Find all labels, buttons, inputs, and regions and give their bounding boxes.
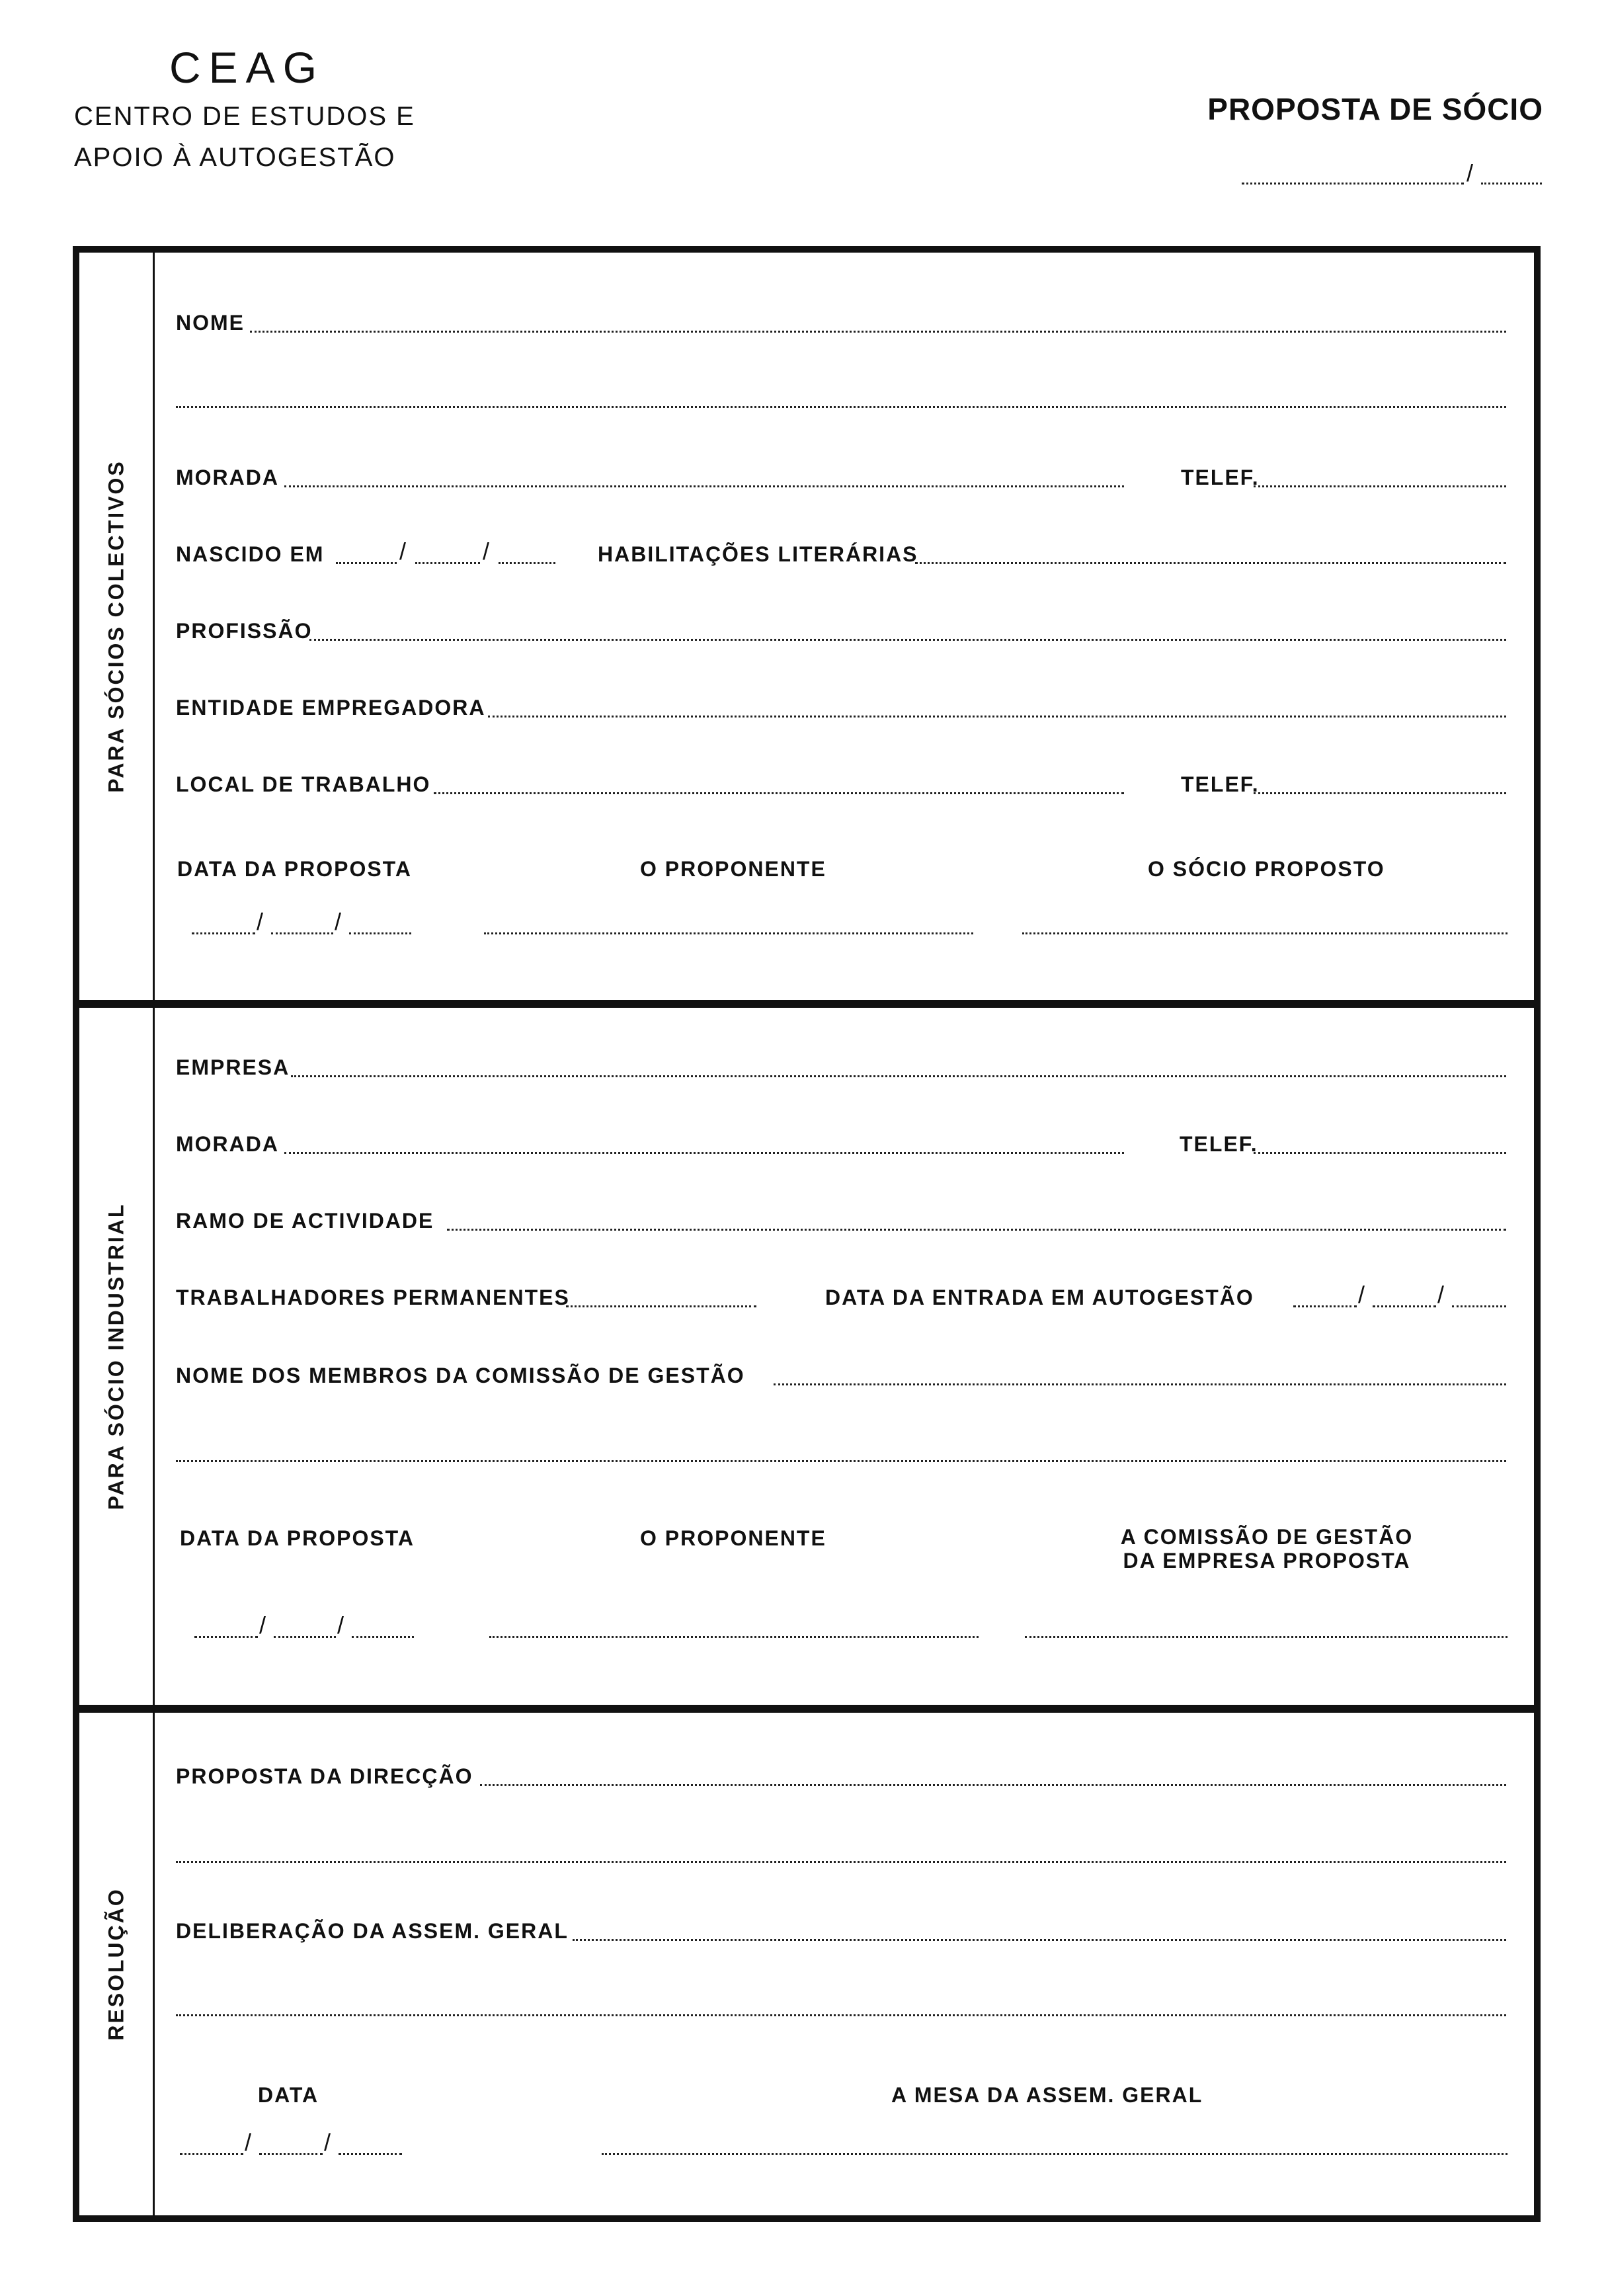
proposal-industrial-day-field[interactable] — [194, 1636, 258, 1638]
brand-subtitle-line1: CENTRO DE ESTUDOS E — [74, 102, 415, 131]
trabalhadores-field[interactable] — [566, 1305, 756, 1307]
entry-month-field[interactable] — [1373, 1305, 1436, 1307]
section-divider — [79, 1000, 1534, 1008]
document-title: PROPOSTA DE SÓCIO — [1207, 92, 1543, 126]
proposal-year-field[interactable] — [349, 932, 411, 934]
ramo-label: RAMO DE ACTIVIDADE — [176, 1209, 434, 1233]
brand-subtitle-line2: APOIO À AUTOGESTÃO — [74, 143, 396, 172]
section-spine — [79, 1008, 155, 1705]
section-spine — [79, 253, 155, 1000]
local-trabalho-field[interactable] — [434, 792, 1124, 794]
mesa-label: A MESA DA ASSEM. GERAL — [891, 2083, 1203, 2107]
membros-label: NOME DOS MEMBROS DA COMISSÃO DE GESTÃO — [176, 1364, 745, 1387]
nome-field-continued[interactable] — [176, 406, 1506, 408]
data-entrada-label: DATA DA ENTRADA EM AUTOGESTÃO — [825, 1286, 1254, 1309]
empresa-label: EMPRESA — [176, 1055, 290, 1079]
membros-field-continued[interactable] — [176, 1460, 1506, 1462]
morada-label: MORADA — [176, 466, 279, 489]
date-slash: / — [335, 908, 342, 935]
date-slash: / — [257, 908, 264, 935]
profissao-field[interactable] — [309, 639, 1506, 641]
proponente-signature-field[interactable] — [484, 932, 973, 934]
nome-label: NOME — [176, 311, 245, 335]
reference-slash: / — [1467, 159, 1474, 186]
habilitacoes-field[interactable] — [915, 562, 1506, 564]
morada-empresa-field[interactable] — [284, 1152, 1124, 1154]
reference-year-field[interactable] — [1481, 183, 1542, 184]
section-label-industrial: PARA SÓCIO INDUSTRIAL — [104, 1202, 128, 1510]
proponente-industrial-signature-field[interactable] — [489, 1636, 979, 1638]
proposta-direccao-field[interactable] — [480, 1784, 1506, 1786]
telef-label: TELEF. — [1181, 466, 1260, 489]
date-slash: / — [1437, 1281, 1445, 1308]
date-slash: / — [483, 538, 490, 565]
section-spine — [79, 1713, 155, 2215]
birth-month-field[interactable] — [415, 562, 480, 564]
proposal-industrial-year-field[interactable] — [352, 1636, 414, 1638]
socio-proposto-label: O SÓCIO PROPOSTO — [1148, 857, 1385, 881]
entidade-label: ENTIDADE EMPREGADORA — [176, 696, 486, 719]
mesa-signature-field[interactable] — [602, 2153, 1508, 2155]
telef-field[interactable] — [1254, 485, 1506, 487]
resolution-day-field[interactable] — [180, 2153, 243, 2155]
proposta-direccao-label: PROPOSTA DA DIRECÇÃO — [176, 1764, 473, 1788]
trabalhadores-label: TRABALHADORES PERMANENTES — [176, 1286, 570, 1309]
proposta-direccao-field-continued[interactable] — [176, 1861, 1506, 1863]
nome-field[interactable] — [250, 331, 1506, 333]
proposal-industrial-month-field[interactable] — [274, 1636, 336, 1638]
birth-year-field[interactable] — [499, 562, 555, 564]
membros-field[interactable] — [774, 1383, 1506, 1385]
empresa-field[interactable] — [291, 1075, 1506, 1077]
section-divider — [79, 1705, 1534, 1713]
proponente-label: O PROPONENTE — [640, 857, 826, 881]
data-proposta-label: DATA DA PROPOSTA — [177, 857, 412, 881]
comissao-label-line2: DA EMPRESA PROPOSTA — [1123, 1549, 1411, 1573]
entry-year-field[interactable] — [1452, 1305, 1506, 1307]
date-slash: / — [337, 1612, 344, 1639]
local-trabalho-label: LOCAL DE TRABALHO — [176, 772, 431, 796]
reference-number-field[interactable] — [1242, 183, 1464, 184]
birth-day-field[interactable] — [336, 562, 397, 564]
resolution-year-field[interactable] — [339, 2153, 402, 2155]
date-slash: / — [259, 1612, 266, 1639]
date-slash: / — [245, 2129, 252, 2156]
proposal-day-field[interactable] — [192, 932, 255, 934]
telef-trabalho-field[interactable] — [1254, 792, 1506, 794]
ramo-field[interactable] — [447, 1229, 1506, 1231]
deliberacao-field-continued[interactable] — [176, 2014, 1506, 2016]
telef-trabalho-label: TELEF. — [1181, 772, 1260, 796]
morada-empresa-label: MORADA — [176, 1132, 279, 1156]
socio-proposto-signature-field[interactable] — [1022, 932, 1508, 934]
comissao-signature-field[interactable] — [1025, 1636, 1508, 1638]
deliberacao-label: DELIBERAÇÃO DA ASSEM. GERAL — [176, 1919, 569, 1943]
proposal-month-field[interactable] — [271, 932, 333, 934]
habilitacoes-label: HABILITAÇÕES LITERÁRIAS — [598, 542, 918, 566]
comissao-label-line1: A COMISSÃO DE GESTÃO — [1120, 1525, 1414, 1549]
nascido-label: NASCIDO EM — [176, 542, 325, 566]
telef-empresa-field[interactable] — [1254, 1152, 1506, 1154]
resolution-month-field[interactable] — [259, 2153, 323, 2155]
section-socio-industrial — [79, 1008, 1534, 1705]
deliberacao-field[interactable] — [573, 1939, 1506, 1941]
entry-day-field[interactable] — [1293, 1305, 1357, 1307]
data-proposta-industrial-label: DATA DA PROPOSTA — [180, 1526, 415, 1550]
brand-name: CEAG — [169, 43, 325, 92]
entidade-field[interactable] — [488, 716, 1506, 718]
date-slash: / — [399, 538, 407, 565]
date-slash: / — [1358, 1281, 1365, 1308]
proponente-industrial-label: O PROPONENTE — [640, 1526, 826, 1550]
telef-empresa-label: TELEF. — [1180, 1132, 1258, 1156]
morada-field[interactable] — [284, 485, 1124, 487]
profissao-label: PROFISSÃO — [176, 619, 313, 643]
section-label-colectivos: PARA SÓCIOS COLECTIVOS — [104, 460, 128, 793]
data-resolucao-label: DATA — [258, 2083, 319, 2107]
section-resolucao — [79, 1713, 1534, 2215]
date-slash: / — [324, 2129, 331, 2156]
section-label-resolucao: RESOLUÇÃO — [104, 1887, 128, 2041]
